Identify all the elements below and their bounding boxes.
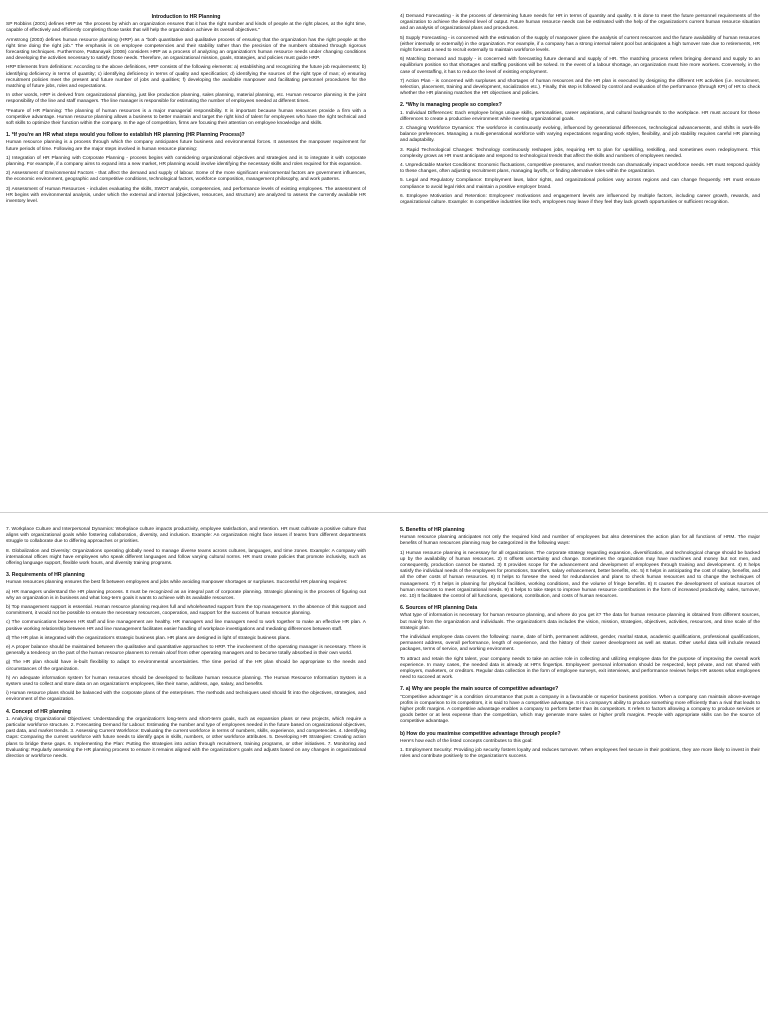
paragraph: "Competitive advantage" is a condition circumstance that puts a company in a favourable or superior business position. When a company can maintain above-average profits in comparison to its competitors, it is said to have a competitive advantage. It is a company's ability to produce something more efficiently than a rival that leads to higher profit margins. A competitive advantage enables a company to perform better than its competitors. It refers to factors allowing a company to produce services or goods better or at less expense than the competition, which may generate more sales or higher profit margins. People with appropriate skills can be the source of competitive advantage. — [400, 694, 760, 725]
paragraph: 6. Employee Motivation and Retention: Employees' motivations and engagement levels are influenced by multiple factors, including career growth, rewards, and organizational culture. Example: In competitive industries like tech, employees may leave if they feel they lack growth opportunities or sufficient recognition. — [400, 193, 760, 206]
paragraph: d) The HR plan is integrated with the organization's strategic business plan. HR plans are designed in light of strategic business plans. — [6, 635, 291, 641]
paragraph: Human resources planning ensures the best fit between employees and jobs while avoiding manpower shortages or surpluses. Successful HR planning requires: — [6, 580, 348, 586]
paragraph: SP Robbins (2001) defines HRP as "the process by which an organization ensures that it has the right number and kinds of people at the right places, at the right time, capable of effectively and efficiently completing those tasks that will help the organization achieve its overall objectives." — [6, 22, 366, 34]
document-section — [400, 731, 760, 761]
page-top-right-column — [400, 0, 760, 497]
paragraph: e) A proper balance should be maintained between the qualitative and quantitative approaches to HRP. The involvement of the operating manager is necessary. There is generally a tendency on the part of the human resource planners to remain aloof from other operating managers and to become totally absorbed in their own world. — [6, 645, 366, 657]
paragraph: *Feature of HR Planning: The planning of human resources is a major managerial responsibility. It is important because human resources provide a firm with a competitive advantage. Human resource planning allows a business to better maintain and target the right kind of talent for employees who have the right technical and soft skills to optimize their function within the company. In the age of competition, firms are focusing their attention on employee knowledge and skills. — [6, 108, 366, 127]
section-heading: 3. Requirements of HR planning — [6, 572, 85, 579]
document-section — [400, 14, 760, 97]
paragraph: 4. Unpredictable Market Conditions: Economic fluctuations, competitive pressures, and market trends can dramatically impact workforce needs. HR must respond quickly to these changes, often adjusting recruitment plans, managing layoffs, or finding alternative roles within the organization. — [400, 163, 760, 175]
paragraph: In other words, HRP is derived from organizational planning, just like production planning, sales planning, material planning, etc. Human resource planning is the joint responsibility of the line and staff managers. The line manager is responsible for estimating the number of employees needed at different times. — [6, 93, 366, 105]
paragraph: HRP Elements from definitions: According to the above definitions, HRP consists of the following elements: a) establishing and recognizing the future job requirements; b) identifying deficiency in terms of quantity; c) identifying deficiency in terms of quality and specification; d) identifying the sources of the right type of man; e) ensuring recruitment policies meet the present and future number of jobs and qualities; f) developing the available manpower and facilitating personnel procedures for the matching of future jobs, roles and expectations. — [6, 65, 366, 90]
section-heading: 6. Sources of HR planning Data — [400, 605, 478, 612]
section-heading: b) How do you maximise competitive advantage through people? — [400, 730, 561, 737]
paragraph: 5) Supply Forecasting - is concerned with the estimation of the supply of manpower given the analysis of current resources and the future availability of human resources (either internally or externally) in the organization. For example, if a company has a strong internal talent pool but anticipates a high turnover rate due to retirements, HR might forecast a need to recruit externally to maintain workforce levels. — [400, 35, 760, 54]
paragraph: Armstrong (2003) defines human resource planning (HRP) as a "both quantitative and qualitative process of ensuring that the organization has the right people at the right time doing the right job." The emphasis is on employee competencies and their stability rather than the precision of the numbers obtained through rigorous forecasting techniques. Furthermore, Pattanayak (2006) considers HRP as a process of analyzing an organization's human resource needs under changing conditions and developing the activities necessary to satisfy those needs. Therefore, an organizational mission, goals, strategies, and policies must guide HRP. — [6, 37, 366, 62]
document-page-top — [0, 0, 768, 512]
paragraph: 7. Workplace Culture and Interpersonal Dynamics: Workplace culture impacts productivity, employee satisfaction, and retention. HR must cultivate a positive culture that aligns with organizational goals while fostering collaboration, diversity, and inclusion. Example: An organization might face issues if teams from different departments struggle to collaborate due to differing approaches or priorities. — [6, 527, 366, 545]
section-heading: 1. *If you're an HR what steps would you follow to establish HR planning (HR Planning Process)? — [6, 132, 245, 139]
paragraph: 6) Matching Demand and Supply - is concerned with forecasting future demand and supply of HR. The matching process refers bringing demand and supply to an equilibrium position so that shortages and staffing positions will be solved. In the event of a labour shortage, an organization must hire more workers. Conversely, in the case of overstaffing, it has to reduce the level of existing employment. — [400, 57, 760, 75]
paragraph: 3. Rapid Technological Changes: Technology continuously reshapes jobs, requiring HR to plan for upskilling, reskilling, and sometimes even redeployment. This complexity grows as HR must anticipate and respond to technological trends that affect the skills and numbers of employees needed. — [400, 147, 760, 159]
section-heading: 5. Benefits of HR planning — [400, 527, 465, 533]
section-heading: 7. a) Why are people the main source of competitive advantage? — [400, 686, 559, 693]
paragraph: 1) Integration of HR Planning with Corporate Planning - process begins with considering organizational objectives and strategies and is to integrate it with corporate planning. For example, if a company aims to expand into a new market, HR planning would involve identifying the necessary skills and roles required for this expansion. — [6, 155, 366, 168]
document-page-bottom — [0, 512, 768, 1025]
paragraph: a) HR managers understand the HR planning process. It must be recognized as an integral part of corporate planning. Strategic planning is the process of figuring out why an organization is in business and what long-term goals it wants to achieve with its available resources. — [6, 589, 366, 601]
section-heading: 2. *Why is managing people so complex? — [400, 102, 502, 109]
paragraph: What type of information is necessary for human resource planning, and where do you get it? The data for human resource planning is obtained from different sources, but mainly from the organization and individuals. The organization's data includes the vision, mission, strategies, objectives, activities, resources, and time scale of the strategic plan. — [400, 613, 760, 631]
document-section — [6, 527, 366, 567]
paragraph: b) Top management support is essential. Human resource planning requires full and wholehearted support from the top management. In the absence of this support and commitment, it would not be possible to ensure the necessary resources, cooperation, and support for the success of human resource planning. — [6, 605, 366, 617]
document-section — [6, 132, 366, 205]
document-section — [6, 14, 366, 127]
page-bottom-right-column — [400, 513, 760, 1010]
paragraph: g) The HR plan should have in-built flexibility to adapt to environmental uncertainties. The time period of the HR plan should be appropriate to the needs and circumstances of the organization. — [6, 660, 366, 672]
paragraph: To attract and retain the right talent, your company needs to take an active role in collecting and utilizing employee data for the purpose of improving the overall work experience. In many cases, the needed data is already at HR's fingertips. Employees' personal information should be respected, kept private, and not shared with employers, marketers, or creditors. Regular data collection in the form of employee surveys, exit interviews, and performance reviews helps HR assess what employees need to succeed at work. — [400, 656, 760, 681]
paragraph: 1. Individual Differences: Each employee brings unique skills, personalities, career aspirations, and cultural backgrounds to the workplace. HR must account for these differences to create a productive environment while meeting organizational goals. — [400, 110, 760, 122]
paragraph: 1. Analyzing Organizational Objectives: Understanding the organization's long-term and short-term goals, such as expansion plans or new projects, which require a particular workforce structure. 2. Forecasting Demand for Labour: Estimating the number and type of employees needed in the future based on organizational objectives, past data, and market trends. 3. Assessing Current Workforce: Evaluating the current workforce in terms of numbers, skills, experience, and competencies. 4. Identifying Gaps: Comparing the current workforce with future needs to identify gaps in skills, numbers, or other workforce attributes. 5. Developing HR Strategies: Creating action plans to bridge these gaps. 6. Implementing the Plan: Putting the strategies into action through recruitment, training programs, or other initiatives. 7. Monitoring and Evaluating: Regularly assessing the HR planning process to ensure it remains aligned with the organization's goals and adjusts based on any changes in organizational direction or workforce needs. — [6, 716, 366, 760]
paragraph: 4) Demand Forecasting - is the process of determining future needs for HR in terms of quantity and quality. It is done to meet the future personnel requirements of the organization to achieve the desired level of output. Future human resource needs can be estimated with the help of the organization's current human resource situation and an analysis of organizational plans and procedures. — [400, 14, 760, 32]
paragraph: Human resource planning is a process through which the company anticipates future business and environmental forces. It assesses the manpower requirement for future periods of time. Following are the major steps involved in human resource planning: — [6, 140, 366, 152]
paragraph: 7) Action Plan - is concerned with surpluses and shortages of human resources and the HR plan is executed by designing the different HR activities (i.e. recruitment, selection, placement, training and development, socialization etc.). Finally, this step is followed by control and evaluation of the performance (through KPI) of HR to check whether the HR planning matches the HR objectives and policies. — [400, 78, 760, 97]
page-bottom-left-column — [6, 513, 366, 1010]
paragraph: 2) Assessment of Environmental Factors - that affect the demand and supply of labour. Some of the more significant environmental factors are government influences, the economic environment, geographic and competitive conditions, technological factors, workforce composition, management philosophy, and work patterns. — [6, 171, 366, 183]
paragraph: h) An adequate information system for human resources should be developed to facilitate human resource planning. The Human Resource Information System is a system used to collect and store data on an organization's employees, like their name, address, age, salary, and benefits. — [6, 675, 366, 688]
section-heading: Introduction to HR Planning — [151, 14, 221, 20]
paragraph: i) Human resource plans should be balanced with the corporate plans of the enterprises. The methods and techniques used should fit into the objectives, strategies, and environment of the organization. — [6, 691, 366, 703]
paragraph: 8. Globalization and Diversity: Organizations operating globally need to manage diverse teams across cultures, languages, and time zones. Example: A company with international offices might have employees who speak different languages and follow varying cultural norms. HR must create policies that promote inclusivity, such as offering language support, flexible work hours, and diversity training programs. — [6, 548, 366, 567]
document-section — [400, 527, 760, 600]
paragraph: 3) Assessment of Human Resources - includes evaluating the skills, SWOT analysis, competencies, and performance levels of existing employees. The assessment of HR begins with environmental analysis, under which the external and internal (objectives, resources, and structure) are analyzed to assess the currently available HR inventory level. — [6, 186, 366, 205]
paragraph: 2. Changing Workforce Dynamics: The workforce is continuously evolving, influenced by generational differences, technological advancements, and shifts in work-life balance preferences. Managing a multi-generational workforce with varying expectations regarding work styles, flexibility, and job stability requires careful HR planning and adaptability. — [400, 126, 760, 144]
section-heading: 4. Concept of HR planning — [6, 708, 71, 715]
document-section — [400, 686, 760, 725]
paragraph: The individual employee data covers the following: name, date of birth, permanent address, gender, marital status, academic qualifications, professional qualifications, permanent address, overall performance, length of experience, and the history of their career development as well as status. Other useful data will include reward packages, terms of service, and working environment. — [400, 635, 760, 653]
paragraph: Here's how each of the listed concepts contributes to this goal: — [400, 738, 533, 744]
document-section — [6, 709, 366, 761]
document-section — [400, 102, 760, 206]
paragraph: 1. Employment Security: Providing job security fosters loyalty and reduces turnover. When employees feel secure in their positions, they are more likely to invest in their roles and contribute positively to the organization's success. — [400, 748, 760, 760]
paragraph: 1) Human resource planning is necessary for all organizations. The corporate strategy regarding expansion, diversification, and technological change should be backed up by the availability of human resources. 2) It offsets uncertainty and change. Sometimes the organization may have machines and money but not men, and consequently, production cannot be started. 3) It provides scope for the advancement and development of employees through training and development. 4) It helps satisfy the individual needs of the employees for promotions, transfers, salary enhancement, better benefits, etc. 5) It helps in anticipating the cost of salary, benefits, and all the other costs of human resources. 6) It helps to foresee the need for redundancies and plans to check human resources and to change the techniques of management. 7) It helps in planning for physical facilities, working conditions, and the volume of fringe benefits. 8) It causes the development of various sources of human resources to meet organizational needs. 9) It helps to take steps to improve human resource contributions in the form of increased productivity, sales, turnover, etc. 10) It facilitates the control of all functions, operations, contribution, and costs of human resources. — [400, 550, 760, 600]
document-section — [6, 572, 366, 703]
paragraph: Human resource planning anticipates not only the required kind and number of employees but also determines the action plan for all functions of HRM. The major benefits of human resources planning may be categorized in the following ways: — [400, 535, 760, 547]
page-top-left-column — [6, 0, 366, 497]
document-section — [400, 605, 760, 681]
paragraph: c) The communications between HR staff and line management are healthy. HR managers and line managers need to work together to make an effective HR plan. A positive working relationship between HR and line management facilitates easier handling of workplace investigations and mediating differences between staff. — [6, 620, 366, 632]
paragraph: 5. Legal and Regulatory Compliance: Employment laws, labor rights, and organizational policies vary across regions and can change frequently. HR must ensure compliance to avoid legal risks and maintain a positive employer brand. — [400, 178, 760, 190]
